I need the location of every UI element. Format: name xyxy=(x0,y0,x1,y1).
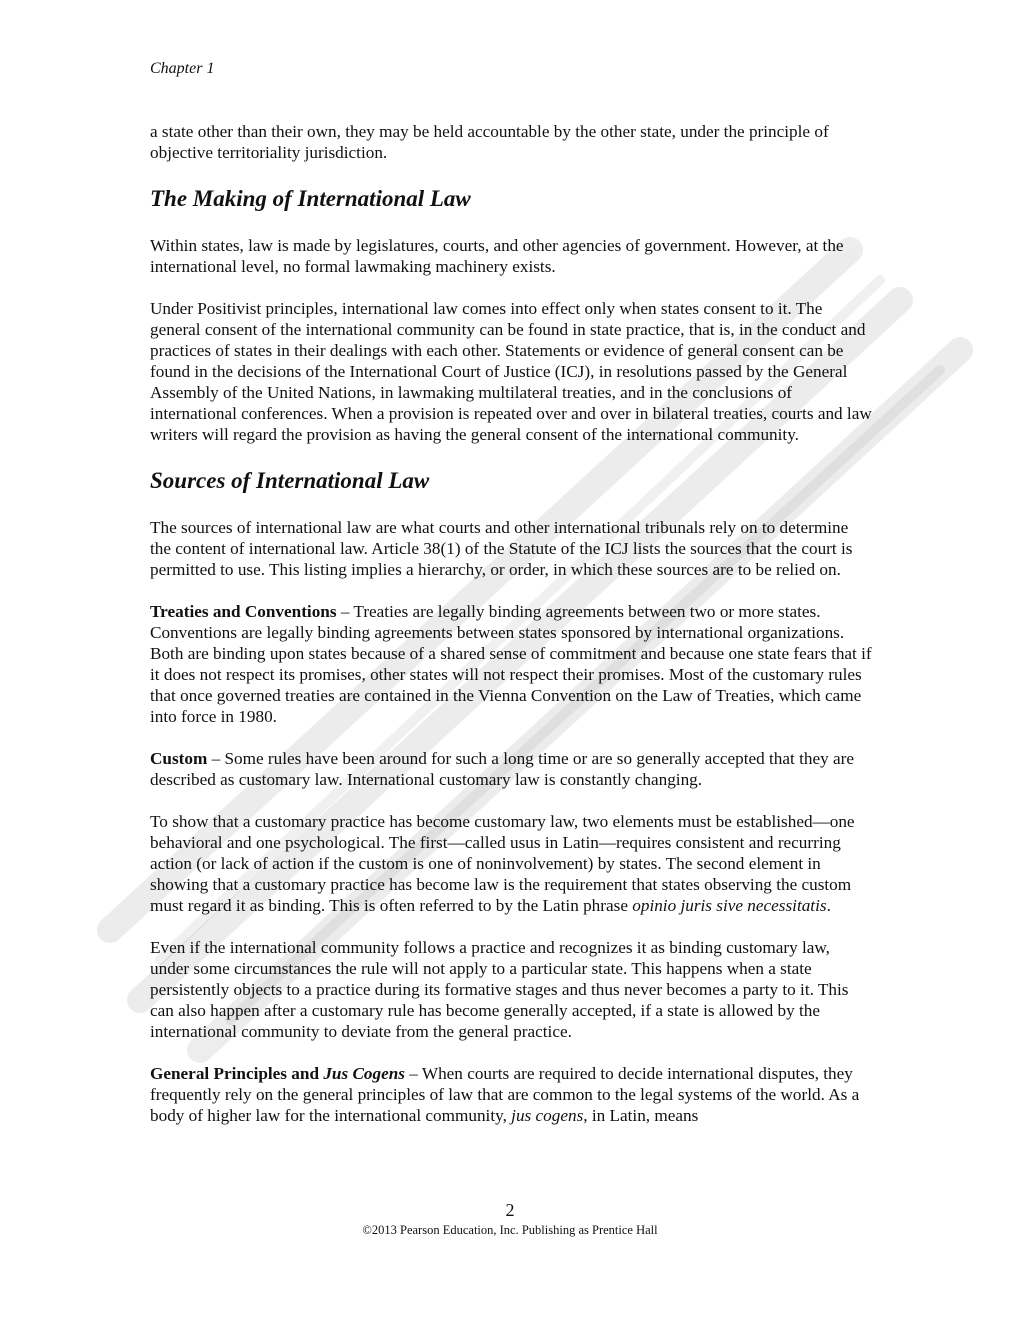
general-term-jus-cogens: Jus Cogens xyxy=(323,1064,405,1083)
custom-paragraph-3: Even if the international community follows a practice and recognizes it as binding customary law, under some circumstances the rule will not apply to a particular state. This happens when a state persistently objects to a practice during its formative stages and thus never becomes a party to it. This can also happen after a customary rule has become generally accepted, if a state is allowed by the international community to deviate from the general practice. xyxy=(150,938,849,1041)
latin-phrase-opinio: opinio juris sive necessitatis xyxy=(632,896,827,915)
intro-paragraph: a state other than their own, they may be held accountable by the other state, under the principle of objective territoriality jurisdiction. xyxy=(150,122,829,162)
page-body xyxy=(150,121,872,1147)
general-term-part-a: General Principles and xyxy=(150,1064,324,1083)
general-principles-term xyxy=(150,1064,405,1083)
latin-phrase-jus-cogens: jus cogens xyxy=(511,1106,584,1125)
custom-paragraph-2 xyxy=(150,811,872,916)
general-text-b: , in Latin, means xyxy=(583,1106,699,1125)
making-paragraph-1: Within states, law is made by legislatures, courts, and other agencies of government. However, at the international level, no formal lawmaking machinery exists. xyxy=(150,236,844,276)
treaties-text: – Treaties are legally binding agreements between two or more states. Conventions are legally binding agreements between states sponsored by international organizations. Both are binding upon states because of a shared sense of commitment and because one state fears that if it does not respect its promises, other states will not respect their promises. Most of the customary rules that once governed treaties are contained in the Vienna Convention on the Law of Treaties, which came into force in 1980. xyxy=(150,602,872,726)
custom-p2-text: To show that a customary practice has become customary law, two elements must be established—one behavioral and one psychological. The first—called usus in Latin—requires consistent and recurring action (or lack of action if the custom is one of noninvolvement) by states. The second element in showing that a customary practice has become law is the requirement that states observing the custom must regard it as binding. This is often referred to by the Latin phrase xyxy=(150,812,855,915)
page-number: 2 xyxy=(505,1200,515,1220)
custom-p2-end: . xyxy=(826,896,831,915)
custom-paragraph xyxy=(150,748,872,790)
treaties-paragraph xyxy=(150,601,872,727)
making-paragraph-2: Under Positivist principles, international law comes into effect only when states consent to it. The general consent of the international community can be found in state practice, that is, in the conduct and practices of states in their dealings with each other. Statements or evidence of general consent can be found in the decisions of the International Court of Justice (ICJ), in resolutions passed by the General Assembly of the United Nations, in lawmaking multilateral treaties, and in the conclusions of international conferences. When a provision is repeated over and over in bilateral treaties, courts and law writers will regard the provision as having the general consent of the international community. xyxy=(150,299,872,444)
custom-text: – Some rules have been around for such a long time or are so generally accepted that they are described as customary law. International customary law is constantly changing. xyxy=(150,749,854,789)
custom-term: Custom xyxy=(150,749,208,768)
section-heading-making: The Making of International Law xyxy=(150,186,471,211)
general-text-a: – When courts are required to decide international disputes, they frequently rely on the general principles of law that are common to the legal systems of the world. As a body of higher law for the international community, xyxy=(150,1064,860,1125)
running-head: Chapter 1 xyxy=(150,60,215,77)
section-heading-sources: Sources of International Law xyxy=(150,468,430,493)
copyright-notice: ©2013 Pearson Education, Inc. Publishing as Prentice Hall xyxy=(362,1223,658,1237)
general-principles-paragraph xyxy=(150,1063,872,1126)
sources-paragraph-1: The sources of international law are what courts and other international tribunals rely on to determine the content of international law. Article 38(1) of the Statute of the ICJ lists the sources that the court is permitted to use. This listing implies a hierarchy, or order, in which these sources are to be relied on. xyxy=(150,518,853,579)
treaties-term: Treaties and Conventions xyxy=(150,602,337,621)
